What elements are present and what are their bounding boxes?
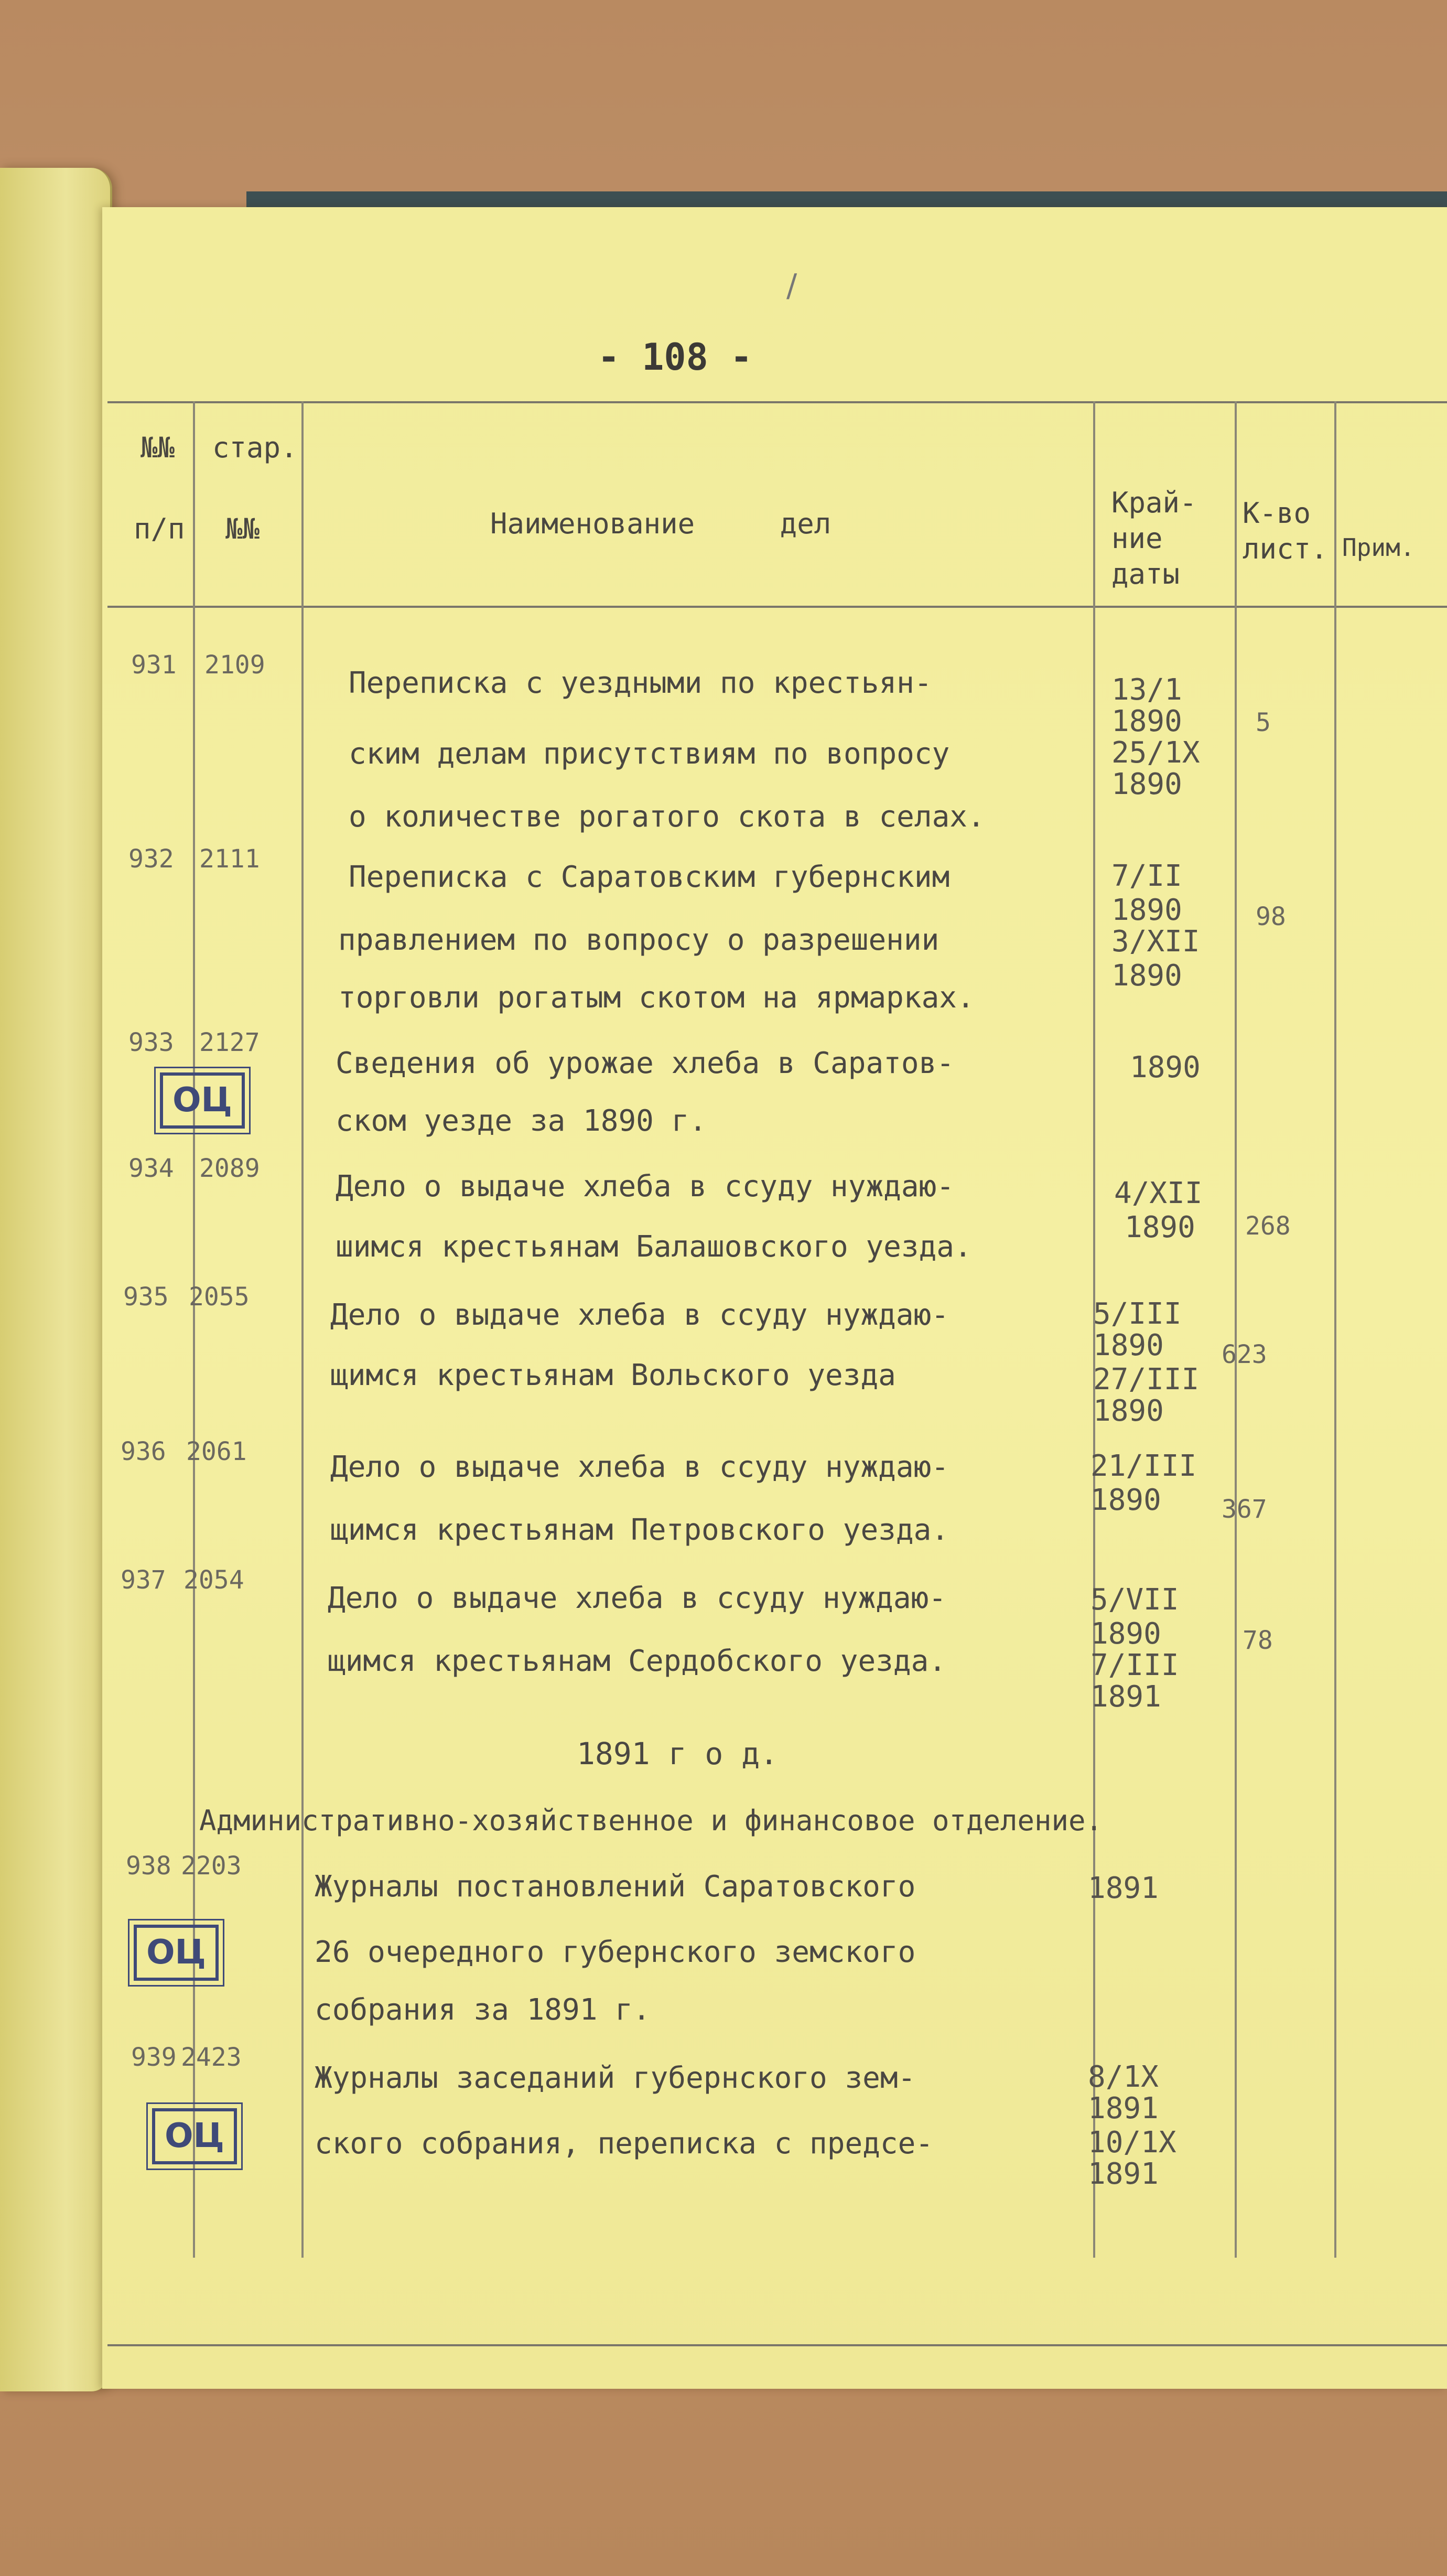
row-sheets: 98 bbox=[1256, 902, 1286, 931]
row-old-number: 2054 bbox=[183, 1565, 244, 1595]
row-old-number: 2203 bbox=[181, 1851, 242, 1881]
row-title-line: Переписка с Саратовским губернским bbox=[349, 860, 950, 894]
row-title-line: Дело о выдаче хлеба в ссуду нуждаю- bbox=[330, 1450, 949, 1484]
row-title-line: собрания за 1891 г. bbox=[315, 1993, 651, 2027]
row-number: 932 bbox=[128, 844, 174, 874]
header-old-bottom: №№ bbox=[225, 512, 260, 545]
header-title: Наименование дел bbox=[490, 507, 832, 540]
row-title-line: Дело о выдаче хлеба в ссуду нуждаю- bbox=[330, 1298, 949, 1332]
column-rule-old bbox=[301, 401, 304, 2258]
row-title-line: щимся крестьянам Петровского уезда. bbox=[330, 1513, 949, 1547]
row-number: 939 bbox=[131, 2043, 177, 2072]
header-top-rule bbox=[107, 401, 1447, 403]
row-title-line: Журналы постановлений Саратовского bbox=[315, 1870, 916, 1904]
department-heading: Административно-хозяйственное и финансовое отделение. bbox=[199, 1804, 1103, 1837]
row-title-line: 26 очередного губернского земского bbox=[315, 1935, 916, 1969]
row-date: 1891 bbox=[1088, 2157, 1159, 2191]
row-date: 1890 bbox=[1125, 1210, 1195, 1244]
row-date: 10/1Х bbox=[1088, 2126, 1176, 2160]
row-date: 8/1Х bbox=[1088, 2060, 1159, 2094]
year-heading: 1891 г о д. bbox=[577, 1736, 779, 1772]
row-title-line: о количестве рогатого скота в селах. bbox=[349, 800, 985, 834]
row-date: 7/III bbox=[1090, 1648, 1179, 1682]
oc-stamp: ОЦ bbox=[160, 1072, 245, 1129]
row-date: 1890 bbox=[1130, 1050, 1201, 1085]
row-title-line: щимся крестьянам Вольского уезда bbox=[330, 1358, 896, 1392]
row-old-number: 2055 bbox=[189, 1282, 250, 1312]
row-sheets: 367 bbox=[1222, 1495, 1267, 1524]
row-date: 1891 bbox=[1090, 1680, 1161, 1714]
row-number: 938 bbox=[126, 1851, 171, 1881]
oc-stamp: ОЦ bbox=[152, 2108, 237, 2164]
row-date: 1890 bbox=[1111, 959, 1182, 993]
row-date: 7/II bbox=[1111, 859, 1182, 893]
row-title-line: ским делам присутствиям по вопросу bbox=[349, 737, 950, 771]
oc-stamp: ОЦ bbox=[134, 1925, 219, 1981]
row-date: 13/1 bbox=[1111, 673, 1182, 707]
row-title-line: Переписка с уездными по крестьян- bbox=[349, 666, 932, 700]
row-date: 1890 bbox=[1111, 704, 1182, 738]
row-date: 1890 bbox=[1111, 893, 1182, 927]
row-date: 1890 bbox=[1093, 1328, 1164, 1362]
row-number: 934 bbox=[128, 1154, 174, 1183]
row-number: 931 bbox=[131, 650, 177, 680]
row-date: 25/1Х bbox=[1111, 736, 1200, 770]
page-number: - 108 - bbox=[598, 336, 753, 379]
row-sheets: 78 bbox=[1243, 1626, 1273, 1655]
row-date: 1891 bbox=[1088, 1871, 1159, 1905]
row-date: 1890 bbox=[1090, 1617, 1161, 1651]
header-old-top: стар. bbox=[212, 431, 298, 464]
row-date: 21/III bbox=[1090, 1449, 1197, 1483]
header-dates: Край- ние даты bbox=[1111, 486, 1197, 591]
row-sheets: 268 bbox=[1245, 1211, 1291, 1241]
row-old-number: 2423 bbox=[181, 2043, 242, 2072]
row-title-line: Сведения об урожае хлеба в Саратов- bbox=[336, 1046, 955, 1080]
row-date: 5/III bbox=[1093, 1297, 1182, 1331]
row-date: 1890 bbox=[1111, 767, 1182, 801]
row-number: 933 bbox=[128, 1028, 174, 1057]
row-title-line: Дело о выдаче хлеба в ссуду нуждаю- bbox=[336, 1169, 955, 1204]
row-old-number: 2127 bbox=[199, 1028, 260, 1057]
row-number: 935 bbox=[123, 1282, 169, 1312]
row-date: 1890 bbox=[1090, 1483, 1161, 1517]
row-title-line: ском уезде за 1890 г. bbox=[336, 1104, 707, 1138]
row-title-line: Журналы заседаний губернского зем- bbox=[315, 2061, 916, 2095]
row-date: 27/III bbox=[1093, 1362, 1200, 1397]
header-num-top: №№ bbox=[141, 431, 175, 464]
row-title-line: шимся крестьянам Балашовского уезда. bbox=[336, 1230, 972, 1264]
row-number: 936 bbox=[121, 1437, 166, 1466]
row-title-line: торговли рогатым скотом на ярмарках. bbox=[338, 981, 975, 1015]
column-rule-sheets bbox=[1334, 401, 1336, 2258]
row-old-number: 2089 bbox=[199, 1154, 260, 1183]
left-page-edge bbox=[0, 168, 112, 2391]
row-date: 1891 bbox=[1088, 2091, 1159, 2126]
row-title-line: Дело о выдаче хлеба в ссуду нуждаю- bbox=[328, 1581, 947, 1615]
header-sheets: К-во лист. bbox=[1243, 497, 1328, 565]
column-rule-dates bbox=[1235, 401, 1237, 2258]
row-date: 4/ХII bbox=[1114, 1176, 1203, 1210]
row-old-number: 2109 bbox=[204, 650, 265, 680]
row-sheets: 5 bbox=[1256, 708, 1271, 737]
row-date: 5/VII bbox=[1090, 1583, 1179, 1617]
row-title-line: ского собрания, переписка с предсе- bbox=[315, 2127, 934, 2161]
header-num-bottom: п/п bbox=[134, 512, 185, 545]
row-old-number: 2061 bbox=[186, 1437, 247, 1466]
row-sheets: 623 bbox=[1222, 1340, 1267, 1369]
row-date: 3/ХII bbox=[1111, 925, 1200, 959]
row-title-line: щимся крестьянам Сердобского уезда. bbox=[328, 1644, 947, 1678]
pencil-mark: / bbox=[786, 267, 797, 304]
row-date: 1890 bbox=[1093, 1394, 1164, 1428]
row-title-line: правлением по вопросу о разрешении bbox=[338, 923, 940, 957]
header-note: Прим. bbox=[1342, 533, 1415, 562]
row-old-number: 2111 bbox=[199, 844, 260, 874]
header-bottom-rule bbox=[107, 606, 1447, 608]
row-number: 937 bbox=[121, 1565, 166, 1595]
page-bottom-rule bbox=[107, 2344, 1447, 2346]
